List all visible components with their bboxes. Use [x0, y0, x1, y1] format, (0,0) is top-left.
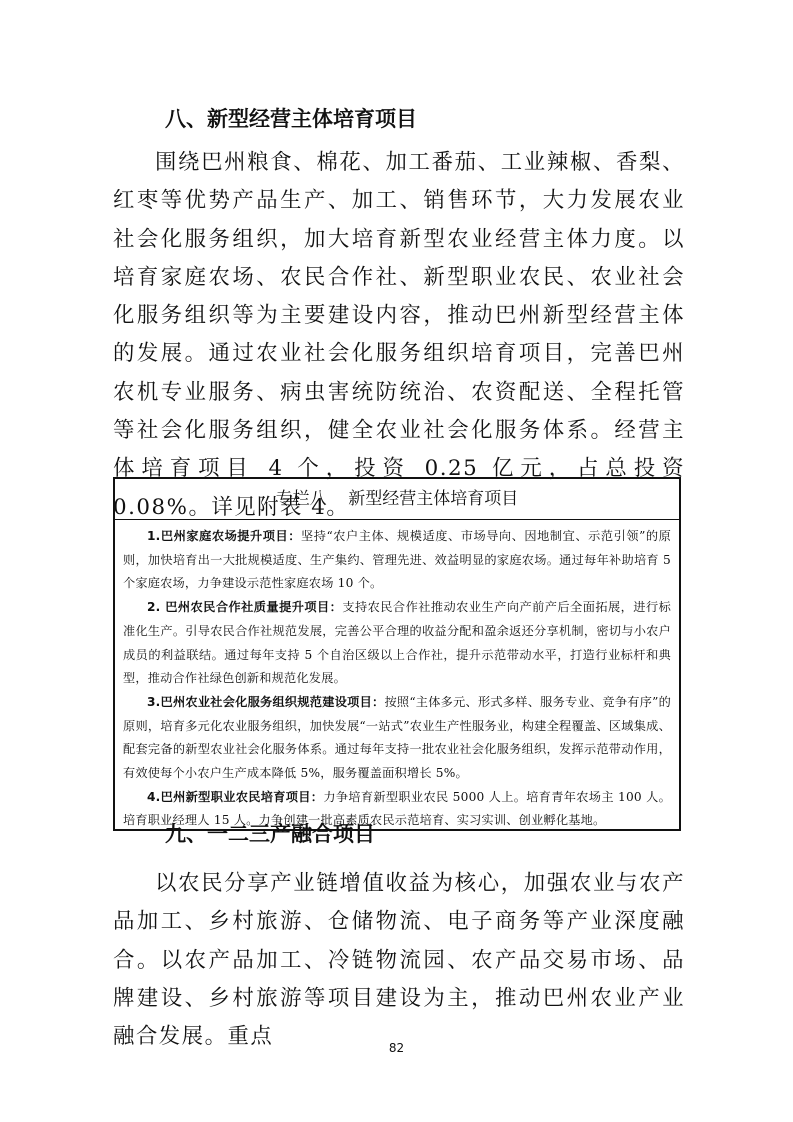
section-9-paragraph: 以农民分享产业链增值收益为核心，加强农业与农产品加工、乡村旅游、仓储物流、电子商务等产业深度融合。以农产品加工、冷链物流园、农产品交易市场、品牌建设、乡村旅游等项目建设为主，推动巴州农业产业融合发展。重点	[113, 871, 685, 1050]
box-item-text: 支持农民合作社推动农业生产向产前产后全面拓展，进行标准化生产。引导农民合作社规范发展，完善公平合理的收益分配和盈余返还分享机制，密切与小农户成员的利益联结。通过每年支持 5 个自治区级以上合作社，提升示范带动水平，打造行业标杆和典型，推动合作社绿色创新和规范化发展。	[123, 600, 671, 686]
box-item-text: 按照“主体多元、形式多样、服务专业、竞争有序”的原则，培育多元化农业服务组织，加快发展“一站式”农业生产性服务业，构建全程覆盖、区域集成、配套完备的新型农业社会化服务体系。通过每年支持一批农业社会化服务组织，发挥示范带动作用，有效使每个小农户生产成本降低 5%，服务覆盖面积增长 5%。	[123, 694, 671, 781]
column-box	[113, 477, 681, 831]
box-item-lead: 1.巴州家庭农场提升项目：	[147, 529, 302, 543]
box-item-lead: 3.巴州农业社会化服务组织规范建设项目：	[147, 694, 385, 709]
box-item-lead: 2. 巴州农民合作社质量提升项目：	[147, 600, 343, 615]
box-item	[123, 596, 671, 691]
box-item	[123, 691, 671, 786]
box-item-text: 坚持“农户主体、规模适度、市场导向、因地制宜、示范引领”的原则，加快培育出一大批规模适度、生产集约、管理先进、效益明显的家庭农场。通过每年补助培育 5 个家庭农场，力争建设示范性家庭农场 10 个。	[123, 529, 671, 591]
section-9-heading: 九、一二三产融合项目	[165, 822, 375, 846]
column-box-body	[123, 525, 671, 833]
column-box-title: 专栏八 新型经营主体培育项目	[115, 479, 679, 520]
section-8-heading: 八、新型经营主体培育项目	[165, 107, 417, 131]
box-item-lead: 4.巴州新型职业农民培育项目：	[147, 789, 324, 804]
box-item-text: 力争培育新型职业农民 5000 人上。培育青年农场主 100 人。培育职业经理人 15 人。力争创建一批高素质农民示范培育、实习实训、创业孵化基地。	[123, 789, 671, 828]
box-item	[123, 525, 671, 596]
page-number: 82	[388, 1041, 405, 1055]
section-8-paragraph: 围绕巴州粮食、棉花、加工番茄、工业辣椒、香梨、红枣等优势产品生产、加工、销售环节，大力发展农业社会化服务组织，加大培育新型农业经营主体力度。以培育家庭农场、农民合作社、新型职业农民、农业社会化服务组织等为主要建设内容，推动巴州新型经营主体的发展。通过农业社会化服务组织培育项目，完善巴州农机专业服务、病虫害统防统治、农资配送、全程托管等社会化服务组织，健全农业社会化服务体系。经营主体培育项目 4 个，投资 0.25 亿元，占总投资 0.08%。详见附表 4。	[113, 150, 685, 520]
